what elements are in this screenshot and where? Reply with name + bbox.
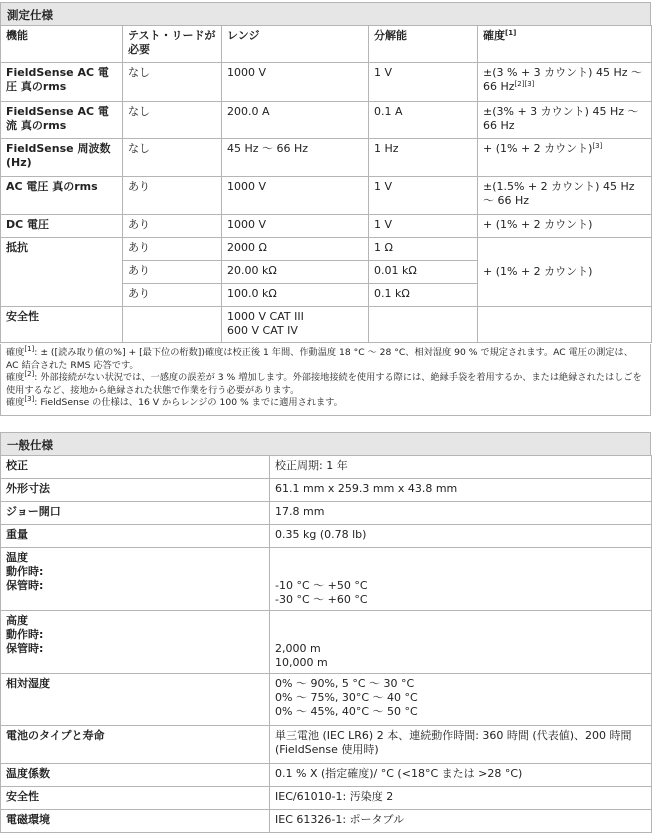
spec-value: 61.1 mm x 259.3 mm x 43.8 mm (270, 479, 652, 502)
note-prefix: 確度 (6, 347, 25, 358)
accuracy-cell (478, 307, 652, 343)
table-row (1, 726, 652, 764)
footnote-ref: [1] (24, 345, 35, 353)
leads-cell: なし (123, 102, 222, 139)
spec-value (270, 548, 652, 611)
value-line: 0% ～ 45%, 40°C ～ 50 °C (275, 705, 418, 718)
range-cell: 2000 Ω (222, 238, 369, 261)
spec-value: IEC/61010-1: 汚染度 2 (270, 787, 652, 810)
range-line: 1000 V CAT III (227, 310, 304, 323)
spec-value: 単三電池 (IEC LR6) 2 本、連続動作時間: 360 時間 (代表値)、200 時間 (FieldSense 使用時) (270, 726, 652, 764)
footnote-ref: [1] (505, 29, 517, 37)
value-line: -10 °C ～ +50 °C (275, 579, 368, 592)
resolution-cell: 1 Ω (369, 238, 478, 261)
footnote-ref: [2] (24, 370, 35, 378)
table-row (1, 810, 652, 833)
value-line: -30 °C ～ +60 °C (275, 593, 368, 606)
accuracy-cell: ±(1.5% + 2 カウント) 45 Hz ～ 66 Hz (478, 177, 652, 215)
table-row (1, 139, 652, 177)
table-row (1, 787, 652, 810)
range-line: 600 V CAT IV (227, 324, 298, 337)
spec-label (1, 548, 270, 611)
spec-label: 電池のタイプと寿命 (1, 726, 270, 764)
accuracy-cell: + (1% + 2 カウント) (478, 215, 652, 238)
accuracy-cell: ±(3% + 3 カウント) 45 Hz ～ 66 Hz (478, 102, 652, 139)
accuracy-text: + (1% + 2 カウント) (483, 142, 593, 155)
range-cell (222, 307, 369, 343)
accuracy-cell: + (1% + 2 カウント) (478, 238, 652, 307)
footnote-1 (6, 347, 645, 372)
table-row (1, 238, 652, 261)
table-header-row (1, 26, 652, 63)
accuracy-text: ±(3 % + 3 カウント) 45 Hz ～ 66 Hz (483, 66, 642, 93)
leads-cell: あり (123, 215, 222, 238)
note-prefix: 確度 (6, 372, 25, 383)
value-line: 10,000 m (275, 656, 328, 669)
note-text: : FieldSense の仕様は、16 V からレンジの 100 % までに適用されます。 (34, 397, 343, 408)
table-row (1, 102, 652, 139)
table-row (1, 215, 652, 238)
leads-cell: あり (123, 177, 222, 215)
range-cell: 20.00 kΩ (222, 261, 369, 284)
resolution-cell: 1 V (369, 215, 478, 238)
spec-value: 0.35 kg (0.78 lb) (270, 525, 652, 548)
spec-label: ジョー開口 (1, 502, 270, 525)
general-spec-header (0, 432, 651, 456)
accuracy-label: 確度 (483, 29, 505, 42)
resolution-cell: 0.1 kΩ (369, 284, 478, 307)
spec-value: 17.8 mm (270, 502, 652, 525)
label-line: 高度 (6, 614, 28, 627)
value-line: 0% ～ 75%, 30°C ～ 40 °C (275, 691, 418, 704)
range-cell: 100.0 kΩ (222, 284, 369, 307)
table-row (1, 307, 652, 343)
leads-cell: あり (123, 238, 222, 261)
leads-cell: あり (123, 284, 222, 307)
label-line: 温度 (6, 551, 28, 564)
note-text: : 外部接続がない状況では、一感度の誤差が 3 % 増加します。外部接地接続を使用する際には、絶縁手袋を着用するか、または絶縁されたはしごを使用するなど、接地から絶縁された状態で作業を行う必要があります。 (6, 372, 642, 396)
measurement-spec-table (0, 25, 652, 343)
footnote-ref: [3] (592, 142, 603, 150)
leads-cell: なし (123, 139, 222, 177)
table-row (1, 177, 652, 215)
footnote-3 (6, 397, 645, 410)
value-line: 2,000 m (275, 642, 321, 655)
function-cell: FieldSense 周波数 (Hz) (1, 139, 123, 177)
resolution-cell: 0.1 A (369, 102, 478, 139)
header-function: 機能 (1, 26, 123, 63)
function-cell: AC 電圧 真のrms (1, 177, 123, 215)
footnote-ref: [2][3] (514, 80, 535, 88)
header-accuracy (478, 26, 652, 63)
spec-value: 校正周期: 1 年 (270, 456, 652, 479)
spec-value: 0.1 % X (指定確度)/ °C (<18°C または >28 °C) (270, 764, 652, 787)
function-cell: FieldSense AC 電流 真のrms (1, 102, 123, 139)
note-prefix: 確度 (6, 397, 25, 408)
header-range: レンジ (222, 26, 369, 63)
resolution-cell (369, 307, 478, 343)
leads-cell: なし (123, 63, 222, 102)
range-cell: 1000 V (222, 215, 369, 238)
range-cell: 200.0 A (222, 102, 369, 139)
table-row (1, 456, 652, 479)
label-line: 動作時: (6, 565, 44, 578)
resolution-cell: 0.01 kΩ (369, 261, 478, 284)
table-row (1, 548, 652, 611)
footnote-ref: [3] (24, 395, 35, 403)
resolution-cell: 1 Hz (369, 139, 478, 177)
spec-label: 重量 (1, 525, 270, 548)
table-row (1, 525, 652, 548)
spec-label: 電磁環境 (1, 810, 270, 833)
footnotes (0, 344, 651, 416)
header-resolution: 分解能 (369, 26, 478, 63)
function-cell: 抵抗 (1, 238, 123, 307)
measurement-spec-header (0, 2, 651, 26)
accuracy-cell (478, 139, 652, 177)
footnote-2 (6, 372, 645, 397)
table-row (1, 502, 652, 525)
spec-label: 校正 (1, 456, 270, 479)
spec-label (1, 611, 270, 674)
function-cell: FieldSense AC 電圧 真のrms (1, 63, 123, 102)
label-line: 保管時: (6, 579, 44, 592)
spec-label: 相対湿度 (1, 674, 270, 726)
section-title: 測定仕様 (7, 8, 53, 22)
table-row (1, 674, 652, 726)
leads-cell: あり (123, 261, 222, 284)
range-cell: 1000 V (222, 177, 369, 215)
resolution-cell: 1 V (369, 177, 478, 215)
table-row (1, 764, 652, 787)
spec-label: 安全性 (1, 787, 270, 810)
header-test-leads: テスト・リードが必要 (123, 26, 222, 63)
range-cell: 1000 V (222, 63, 369, 102)
note-text: : ± ([読み取り値の%] + [最下位の桁数])確度は校正後 1 年間、作動温度 18 °C ～ 28 °C、相対湿度 90 % で規定されます。AC 電圧の測定は、AC 結合された RMS 応答です。 (6, 347, 633, 371)
table-row (1, 479, 652, 502)
function-cell: DC 電圧 (1, 215, 123, 238)
section-title: 一般仕様 (7, 438, 53, 452)
spec-label: 温度係数 (1, 764, 270, 787)
leads-cell (123, 307, 222, 343)
table-row (1, 611, 652, 674)
spec-value (270, 611, 652, 674)
spec-label: 外形寸法 (1, 479, 270, 502)
range-cell: 45 Hz ～ 66 Hz (222, 139, 369, 177)
spec-value: IEC 61326-1: ポータブル (270, 810, 652, 833)
spec-value (270, 674, 652, 726)
function-cell: 安全性 (1, 307, 123, 343)
table-row (1, 63, 652, 102)
label-line: 保管時: (6, 642, 44, 655)
label-line: 動作時: (6, 628, 44, 641)
resolution-cell: 1 V (369, 63, 478, 102)
value-line: 0% ～ 90%, 5 °C ～ 30 °C (275, 677, 415, 690)
general-spec-table (0, 455, 652, 833)
accuracy-cell (478, 63, 652, 102)
